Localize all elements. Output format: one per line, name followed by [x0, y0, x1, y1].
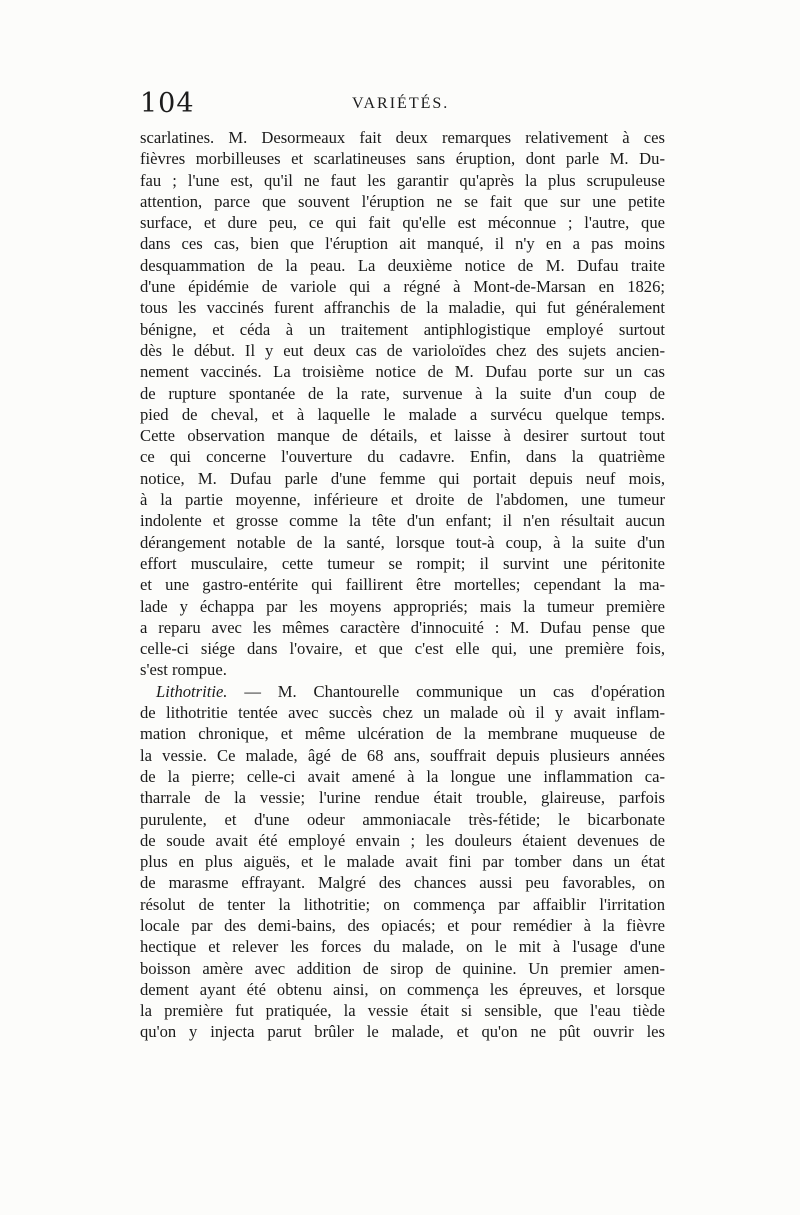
section-heading-rest: — M. Chantourelle communique un cas d'opération [227, 681, 665, 701]
text-line: de la pierre; celle-ci avait amené à la longue une inflammation ca- [140, 766, 665, 786]
text-line: attention, parce que souvent l'éruption ne se fait que sur une petite [140, 191, 665, 211]
text-line: fau ; l'une est, qu'il ne faut les garantir qu'après la plus scrupuleuse [140, 170, 665, 190]
text-line: indolente et grosse comme la tête d'un enfant; il n'en résultait aucun [140, 511, 665, 531]
text-line: tous les vaccinés furent affranchis de la maladie, qui fut généralement [140, 298, 665, 318]
body-text [140, 127, 665, 1043]
text-line: d'une épidémie de variole qui a régné à Mont-de-Marsan en 1826; [140, 277, 665, 297]
text-line: scarlatines. M. Desormeaux fait deux remarques relativement à ces [140, 128, 665, 147]
text-line: boisson amère avec addition de sirop de quinine. Un premier amen- [140, 958, 665, 978]
text-line: à la partie moyenne, inférieure et droite de l'abdomen, une tumeur [140, 490, 665, 510]
text-line: notice, M. Dufau parle d'une femme qui portait depuis neuf mois, [140, 468, 665, 488]
text-line: de lithotritie tentée avec succès chez un malade où il y avait inflam- [140, 703, 665, 723]
running-head: VARIÉTÉS. [352, 95, 450, 112]
text-line: tharrale de la vessie; l'urine rendue était trouble, glaireuse, parfois [140, 788, 665, 808]
section-heading-line [140, 681, 665, 702]
text-line: de soude avait été employé envain ; les douleurs étaient devenues de [140, 830, 665, 850]
text-line: hectique et relever les forces du malade, on le mit à l'usage d'une [140, 937, 665, 957]
text-line: plus en plus aiguës, et le malade avait fini par tomber dans un état [140, 852, 665, 872]
text-line: bénigne, et céda à un traitement antiphlogistique employé surtout [140, 319, 665, 339]
text-line: a reparu avec les mêmes caractère d'innocuité : M. Dufau pense que [140, 617, 665, 637]
text-line: s'est rompue. [140, 660, 227, 680]
text-line: lade y échappa par les moyens appropriés; mais la tumeur première [140, 596, 665, 616]
text-line: pied de cheval, et à laquelle le malade a survécu quelque temps. [140, 404, 665, 424]
text-line: fièvres morbilleuses et scarlatineuses sans éruption, dont parle M. Du- [140, 149, 665, 169]
text-line: et une gastro-entérite qui faillirent être mortelles; cependant la ma- [140, 575, 665, 595]
text-line: mation chronique, et même ulcération de la membrane muqueuse de [140, 724, 665, 744]
page-header [140, 88, 665, 120]
text-line: dans ces cas, bien que l'éruption ait manqué, il n'y en a pas moins [140, 234, 665, 254]
text-line: ce qui concerne l'ouverture du cadavre. Enfin, dans la quatrième [140, 447, 665, 467]
text-line: résolut de tenter la lithotritie; on commença par affaiblir l'irritation [140, 894, 665, 914]
section-term-lithotritie: Lithotritie. [156, 681, 228, 701]
text-line: effort musculaire, cette tumeur se rompit; il survint une péritonite [140, 553, 665, 573]
text-line: celle-ci siége dans l'ovaire, et que c'est elle qui, une première fois, [140, 639, 665, 659]
text-line: purulente, et d'une odeur ammoniacale très-fétide; le bicarbonate [140, 809, 665, 829]
text-line: nement vaccinés. La troisième notice de M. Dufau porte sur un cas [140, 362, 665, 382]
text-line: de rupture spontanée de la rate, survenue à la suite d'un coup de [140, 383, 665, 403]
text-line: desquammation de la peau. La deuxième notice de M. Dufau traite [140, 255, 665, 275]
text-line: la vessie. Ce malade, âgé de 68 ans, souffrait depuis plusieurs années [140, 745, 665, 765]
text-line: la première fut pratiquée, la vessie était si sensible, que l'eau tiède [140, 1001, 665, 1021]
text-line: locale par des demi-bains, des opiacés; et pour remédier à la fièvre [140, 915, 665, 935]
page-number: 104 [140, 88, 195, 119]
text-line: qu'on y injecta parut brûler le malade, et qu'on ne pût ouvrir les [140, 1022, 665, 1042]
text-line: dérangement notable de la santé, lorsque tout-à coup, à la suite d'un [140, 532, 665, 552]
text-line: de marasme effrayant. Malgré des chances aussi peu favorables, on [140, 873, 665, 893]
text-line: surface, et dure peu, ce qui fait qu'elle est méconnue ; l'autre, que [140, 213, 665, 233]
text-line: dement ayant été obtenu ainsi, on commença les épreuves, et lorsque [140, 979, 665, 999]
text-line: Cette observation manque de détails, et laisse à desirer surtout tout [140, 426, 665, 446]
text-line: dès le début. Il y eut deux cas de varioloïdes chez des sujets ancien- [140, 340, 665, 360]
